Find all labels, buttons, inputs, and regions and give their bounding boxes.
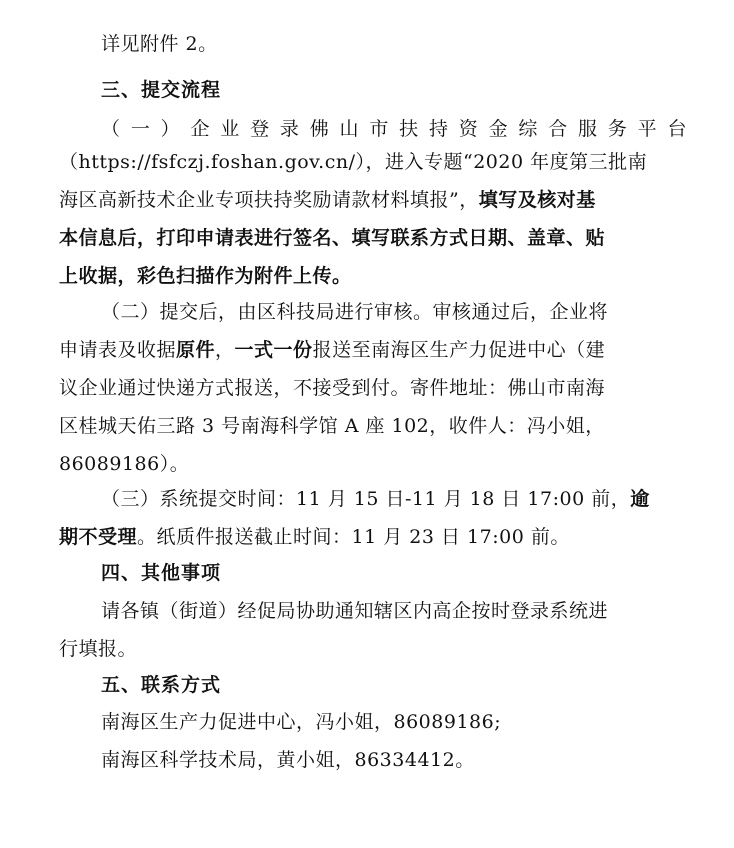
s3-p2-line-2-original: 原件 [176, 339, 216, 361]
s3-p2-line-5: 86089186）。 [59, 453, 190, 475]
s3-p2-line-1: （二）提交后，由区科技局进行审核。审核通过后，企业将 [101, 301, 609, 323]
section-3-heading: 三、提交流程 [101, 79, 222, 101]
s3-p2-line-2-one-copy: 一式一份 [234, 339, 313, 361]
s3-p3-line-1-bold: 逾 [630, 488, 650, 510]
s3-p1-line-3-regular: 海区高新技术企业专项扶持奖励请款材料填报”， [59, 189, 479, 211]
s3-p2-line-2-comma: ， [215, 339, 235, 361]
s3-p1-line-3-bold: 填写及核对基 [478, 189, 596, 211]
attachment-reference-text: 详见附件 2。 [101, 33, 218, 55]
s4-line-2: 行填报。 [59, 638, 138, 660]
s3-p1-line-5: 上收据，彩色扫描作为附件上传。 [59, 265, 352, 287]
attachment-reference-line [101, 32, 687, 56]
s3-p2-line-4: 区桂城天佑三路 3 号南海科学馆 A 座 102，收件人：冯小姐， [59, 415, 605, 437]
contact-line-2: 南海区科学技术局，黄小姐，86334412。 [101, 749, 475, 771]
s3-p3-line-2 [59, 525, 687, 549]
s3-p2-line-2 [59, 338, 687, 362]
s3-p2-line-2-part-a: 申请表及收据 [59, 339, 177, 361]
s3-p1-line-2: （https://fsfczj.foshan.gov.cn/），进入专题“2020 年度第三批南 [59, 151, 648, 173]
section-4-heading: 四、其他事项 [101, 562, 222, 584]
s3-p3-line-2-bold: 期不受理 [59, 526, 138, 548]
s4-line-1: 请各镇（街道）经促局协助通知辖区内高企按时登录系统进 [101, 600, 609, 622]
s3-p3-line-2-regular: 。纸质件报送截止时间：11 月 23 日 17:00 前。 [137, 526, 570, 548]
s3-p2-line-2-part-e: 报送至南海区生产力促进中心（建 [312, 339, 606, 361]
s3-p1-line-1: （一）企业登录佛山市扶持资金综合服务平台 [101, 118, 687, 140]
section-5-heading: 五、联系方式 [101, 674, 222, 696]
s3-p1-line-3 [59, 188, 687, 212]
s3-p2-line-3: 议企业通过快递方式报送，不接受到付。寄件地址：佛山市南海 [59, 377, 606, 399]
s3-p1-line-4: 本信息后，打印申请表进行签名、填写联系方式日期、盖章、贴 [59, 227, 606, 249]
s3-p3-line-1 [101, 487, 687, 511]
s3-p3-line-1-regular: （三）系统提交时间：11 月 15 日-11 月 18 日 17:00 前， [101, 488, 631, 510]
contact-line-1: 南海区生产力促进中心，冯小姐，86089186; [101, 711, 502, 733]
